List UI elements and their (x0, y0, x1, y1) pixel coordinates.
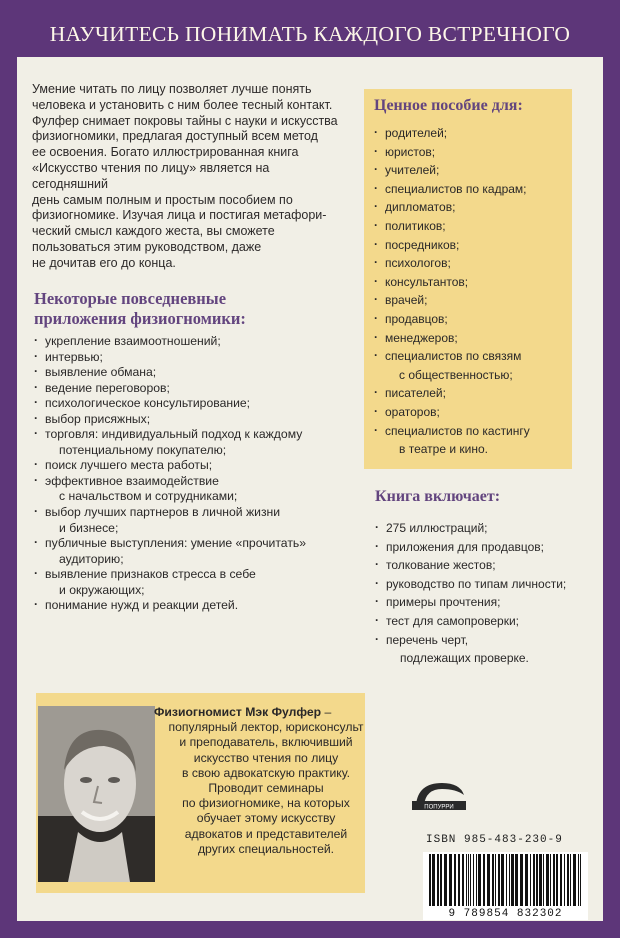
barcode-bar (462, 854, 464, 906)
barcode-bar (515, 854, 518, 906)
includes-list (375, 519, 590, 668)
list-item-text: · родителей; (385, 126, 448, 140)
list-item (34, 474, 354, 505)
list-item (34, 396, 354, 412)
list-item-text: · 275 иллюстраций; (386, 521, 488, 535)
list-item (374, 347, 570, 384)
author-name: Физиогномист Мэк Фулфер – (154, 705, 332, 719)
list-item (375, 556, 590, 575)
list-item-text: подлежащих проверке. (400, 651, 529, 666)
barcode-bar (470, 854, 471, 906)
list-item (374, 422, 570, 459)
list-item (34, 381, 354, 397)
barcode-bar (483, 854, 485, 906)
list-item (374, 217, 570, 236)
barcode-bar (578, 854, 579, 906)
barcode-bar (573, 854, 576, 906)
list-item-text: и окружающих; (59, 582, 145, 597)
list-item (34, 427, 354, 458)
list-item-text: · эффективное взаимодействие (45, 473, 219, 488)
list-item (375, 593, 590, 612)
barcode-bar (530, 854, 531, 906)
barcode-bar (525, 854, 528, 906)
list-item-text: · продавцов; (385, 311, 448, 326)
list-item-text: · перечень черт, (386, 632, 469, 647)
list-item-text: · учителей; (385, 163, 440, 178)
list-item (374, 236, 570, 255)
author-bio-line: адвокатов и представителей (184, 826, 348, 841)
list-item (375, 612, 590, 631)
author-bio (154, 705, 364, 857)
author-bio-line: других специальностей. (197, 841, 335, 856)
barcode-bar (506, 854, 507, 906)
author-bio-line: обучает этому искусству (196, 811, 336, 826)
list-item (374, 198, 570, 217)
barcode-bar (556, 854, 558, 906)
list-item-text: · ведение переговоров; (45, 380, 170, 395)
barcode-bar (473, 854, 474, 906)
list-item (34, 365, 354, 381)
barcode-bar (580, 854, 581, 906)
list-item (374, 291, 570, 310)
list-item (34, 505, 354, 536)
isbn-text: ISBN 985-483-230-9 (426, 834, 563, 846)
list-item (375, 575, 590, 594)
author-bio-line: искусство чтения по лицу (193, 750, 339, 765)
intro-line: человека и установить с ним более тесный контакт. (32, 97, 333, 112)
barcode-number: 9 789854 832302 (423, 908, 588, 920)
list-item (34, 334, 354, 350)
list-item (374, 254, 570, 273)
list-item-text: · специалистов по связям (385, 349, 522, 364)
list-item-text: · политиков; (385, 218, 446, 233)
list-item (34, 536, 354, 567)
barcode-bar (468, 854, 469, 906)
list-item-text: · выявление обмана; (45, 365, 157, 380)
list-item-text: · приложения для продавцов; (386, 539, 545, 554)
barcode-bar (533, 854, 535, 906)
list-item-text: · врачей; (385, 293, 428, 308)
barcode-bar (495, 854, 496, 906)
applications-title-line1: Некоторые повседневные (34, 289, 227, 308)
barcode-bar (550, 854, 551, 906)
list-item (375, 631, 590, 668)
list-item (34, 412, 354, 428)
publisher-logo (408, 775, 470, 815)
intro-paragraph (32, 82, 347, 272)
list-item-text: · руководство по типам личности; (386, 576, 567, 591)
publisher-name: ПОПУРРИ (424, 804, 454, 811)
barcode-bar (520, 854, 523, 906)
list-item-text: · поиск лучшего места работы; (45, 458, 213, 473)
barcode-bar (509, 854, 510, 906)
list-item-text: · менеджеров; (385, 330, 458, 345)
list-item-text: · дипломатов; (385, 200, 456, 215)
list-item-text: · психологическое консультирование; (45, 396, 251, 411)
barcode-bar (560, 854, 562, 906)
barcode-bar (458, 854, 460, 906)
barcode-bar (437, 854, 439, 906)
list-item-text: · понимание нужд и реакции детей. (45, 598, 239, 613)
applications-title (34, 289, 354, 329)
list-item (374, 124, 570, 143)
barcode-bar (546, 854, 549, 906)
applications-list (34, 334, 354, 614)
list-item-text: · юристов; (385, 144, 436, 159)
list-item (34, 350, 354, 366)
barcode-bar (444, 854, 447, 906)
barcode-bar (511, 854, 514, 906)
barcode-bar (476, 854, 477, 906)
intro-line: ческий смысл каждого жеста, вы сможете (32, 224, 275, 239)
list-item-text: аудиторию; (59, 551, 124, 566)
list-item-text: · посредников; (385, 237, 460, 252)
author-photo (38, 706, 155, 882)
barcode-bar (429, 854, 431, 906)
list-item-text: · торговля: индивидуальный подход к каждому (45, 427, 303, 442)
list-item-text: · тест для самопроверки; (386, 613, 520, 628)
list-item-text: · выбор присяжных; (45, 411, 151, 426)
list-item (374, 180, 570, 199)
list-item (34, 567, 354, 598)
intro-line: физиогномики, предлагая доступный всем метод (32, 129, 318, 144)
useful-for-list (374, 124, 570, 459)
list-item (375, 519, 590, 538)
list-item-text: с начальством и сотрудниками; (59, 489, 238, 504)
barcode (423, 852, 588, 912)
intro-line: «Искусство чтения по лицу» является на сегодняшний (32, 160, 270, 191)
list-item (374, 273, 570, 292)
list-item (374, 310, 570, 329)
list-item-text: · толкование жестов; (386, 558, 496, 573)
intro-line: Фулфер снимает покровы тайны с науки и искусства (32, 113, 338, 128)
list-item-text: · консультантов; (385, 274, 469, 289)
includes-title: Книга включает: (375, 488, 501, 505)
list-item-text: с общественностью; (399, 367, 513, 382)
barcode-bar (543, 854, 544, 906)
list-item-text: · выбор лучших партнеров в личной жизни (45, 505, 281, 520)
intro-line: ее освоения. Богато иллюстрированная книга (32, 145, 299, 160)
list-item-text: · интервью; (45, 349, 103, 364)
list-item-text: · специалистов по кадрам; (385, 181, 527, 196)
list-item-text: · публичные выступления: умение «прочитать» (45, 536, 307, 551)
list-item-text: · специалистов по кастингу (385, 423, 530, 438)
barcode-bar (564, 854, 565, 906)
list-item-text: · психологов; (385, 256, 451, 271)
useful-for-title: Ценное пособие для: (374, 97, 523, 114)
intro-line: Умение читать по лицу позволяет лучше понять (32, 82, 312, 96)
intro-line: физиогномике. Изучая лица и постигая метафори- (32, 208, 327, 223)
intro-line: пользоваться этим руководством, даже (32, 239, 262, 254)
author-bio-line: по физиогномике, на которых (182, 796, 350, 811)
applications-title-line2: приложения физиогномики: (34, 309, 246, 328)
list-item (374, 384, 570, 403)
list-item (374, 161, 570, 180)
list-item (374, 143, 570, 162)
barcode-bar (492, 854, 494, 906)
barcode-bar (570, 854, 571, 906)
cover-title: НАУЧИТЕСЬ ПОНИМАТЬ КАЖДОГО ВСТРЕЧНОГО (49, 22, 571, 46)
list-item-text: · примеры прочтения; (386, 595, 501, 610)
intro-line: день самым полным и простым пособием по (32, 192, 293, 207)
barcode-bar (478, 854, 481, 906)
list-item (374, 403, 570, 422)
barcode-bar (432, 854, 435, 906)
barcode-bar (449, 854, 452, 906)
author-bio-line: в свою адвокатскую практику. (181, 765, 351, 780)
barcode-bar (498, 854, 500, 906)
barcode-bar (539, 854, 542, 906)
barcode-bar (440, 854, 442, 906)
barcode-bar (454, 854, 456, 906)
barcode-bar (466, 854, 467, 906)
list-item (34, 598, 354, 614)
barcode-bar (536, 854, 538, 906)
author-bio-line: и преподаватель, включивший (179, 735, 353, 750)
list-item (375, 538, 590, 557)
list-item (374, 329, 570, 348)
barcode-bar (501, 854, 504, 906)
author-bio-line: Проводит семинары (208, 781, 324, 796)
author-bio-line: популярный лектор, юрисконсульт (168, 720, 364, 735)
list-item-text: в театре и кино. (399, 442, 488, 457)
author-portrait-image (38, 706, 155, 882)
barcode-bar (487, 854, 490, 906)
list-item-text: · ораторов; (385, 404, 440, 419)
list-item-text: · выявление признаков стресса в себе (45, 567, 256, 582)
list-item-text: и бизнесе; (59, 520, 119, 535)
list-item-text: потенциальному покупателю; (59, 442, 227, 457)
list-item (34, 458, 354, 474)
barcode-bar (553, 854, 555, 906)
list-item-text: · укрепление взаимоотношений; (45, 334, 221, 348)
barcode-bar (567, 854, 569, 906)
list-item-text: · писателей; (385, 386, 446, 401)
intro-line: не дочитав его до конца. (32, 255, 176, 270)
